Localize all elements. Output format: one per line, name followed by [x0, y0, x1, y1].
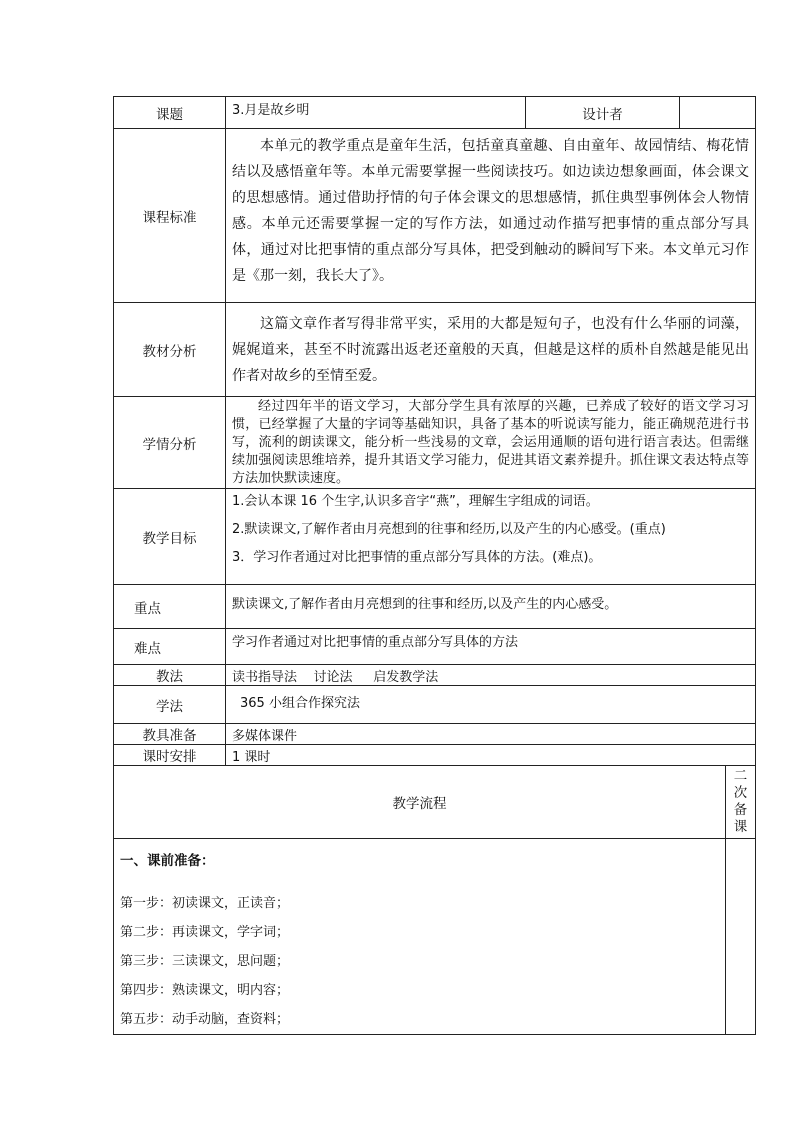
second-prep-body	[726, 839, 756, 1035]
second-prep-char-4: 课	[733, 819, 748, 835]
flow-step-3: 第三步：三读课文，思问题；	[120, 954, 290, 969]
flow-title-row	[114, 766, 756, 839]
lesson-plan-page	[113, 96, 755, 1035]
tools-label: 教具准备	[114, 724, 226, 745]
flow-body	[114, 839, 726, 1035]
flow-step-5: 第五步：动手动脑，查资料；	[120, 1012, 290, 1027]
students-row	[114, 397, 756, 489]
second-prep-label	[726, 766, 756, 839]
designer-value	[680, 97, 756, 129]
key-point-text: 默读课文,了解作者由月亮想到的往事和经历,以及产生的内心感受。	[226, 585, 756, 629]
learning-method-label: 学法	[114, 686, 226, 724]
goals-list	[226, 489, 756, 585]
schedule-label: 课时安排	[114, 745, 226, 766]
key-point-label: 重点	[114, 585, 226, 629]
flow-section-title: 一、课前准备：	[120, 853, 215, 869]
curriculum-label: 课程标准	[114, 129, 226, 303]
key-point-row	[114, 585, 756, 629]
topic-value: 3.月是故乡明	[226, 97, 526, 129]
difficulty-label: 难点	[114, 629, 226, 665]
curriculum-text: 本单元的教学重点是童年生活，包括童真童趣、自由童年、故园情结、梅花情结以及感悟童年等。本单元需要掌握一些阅读技巧。如边读边想象画面，体会课文的思想感情。通过借助抒情的句子体会课文的思想感情，抓住典型事例体会人物情感。本单元还需要掌握一定的写作方法，如通过动作描写把事情的重点部分写具体，通过对比把事情的重点部分写具体，把受到触动的瞬间写下来。本文单元习作是《那一刻，我长大了》。	[226, 129, 756, 303]
learning-method-row	[114, 686, 756, 724]
difficulty-text: 学习作者通过对比把事情的重点部分写具体的方法	[226, 629, 756, 665]
goal-item-2: 2.默读课文,了解作者由月亮想到的往事和经历,以及产生的内心感受。(重点)	[232, 522, 666, 537]
students-label: 学情分析	[114, 397, 226, 489]
flow-title: 教学流程	[114, 766, 726, 839]
difficulty-row	[114, 629, 756, 665]
teaching-method-label: 教法	[114, 665, 226, 686]
flow-body-row	[114, 839, 756, 1035]
flow-step-2: 第二步：再读课文，学字词；	[120, 925, 290, 940]
topic-label: 课题	[114, 97, 226, 129]
flow-step-1: 第一步：初读课文，正读音；	[120, 896, 290, 911]
material-label: 教材分析	[114, 303, 226, 397]
material-row	[114, 303, 756, 397]
lesson-plan-table	[113, 96, 756, 1035]
flow-step-4: 第四步：熟读课文，明内容；	[120, 983, 290, 998]
curriculum-row	[114, 129, 756, 303]
goals-row	[114, 489, 756, 585]
teaching-method-text: 读书指导法 讨论法 启发教学法	[226, 665, 756, 686]
material-text: 这篇文章作者写得非常平实，采用的大都是短句子，也没有什么华丽的词藻，娓娓道来，甚至不时流露出返老还童般的天真，但越是这样的质朴自然越是能见出作者对故乡的至情至爱。	[226, 303, 756, 397]
schedule-text: 1 课时	[226, 745, 756, 766]
schedule-row	[114, 745, 756, 766]
header-row	[114, 97, 756, 129]
tools-row	[114, 724, 756, 745]
designer-label: 设计者	[526, 97, 680, 129]
goals-label: 教学目标	[114, 489, 226, 585]
second-prep-char-3: 备	[733, 802, 748, 818]
goal-item-1: 1.会认本课 16 个生字,认识多音字“燕”，理解生字组成的词语。	[232, 494, 599, 509]
tools-text: 多媒体课件	[226, 724, 756, 745]
goal-item-3: 3．学习作者通过对比把事情的重点部分写具体的方法。(难点)。	[232, 550, 602, 565]
students-text: 经过四年半的语文学习，大部分学生具有浓厚的兴趣，已养成了较好的语文学习习惯，已经掌握了大量的字词等基础知识，具备了基本的听说读写能力，能正确规范进行书写，流利的朗读课文，能分析一些浅易的文章，会运用通顺的语句进行语言表达。但需继续加强阅读思维培养，提升其语文学习能力，促进其语文素养提升。抓住课文表达特点等方法加快默读速度。	[226, 397, 756, 489]
learning-method-text: 365 小组合作探究法	[226, 686, 756, 724]
second-prep-char-1: 二	[733, 768, 748, 784]
second-prep-char-2: 次	[733, 785, 748, 801]
teaching-method-row	[114, 665, 756, 686]
